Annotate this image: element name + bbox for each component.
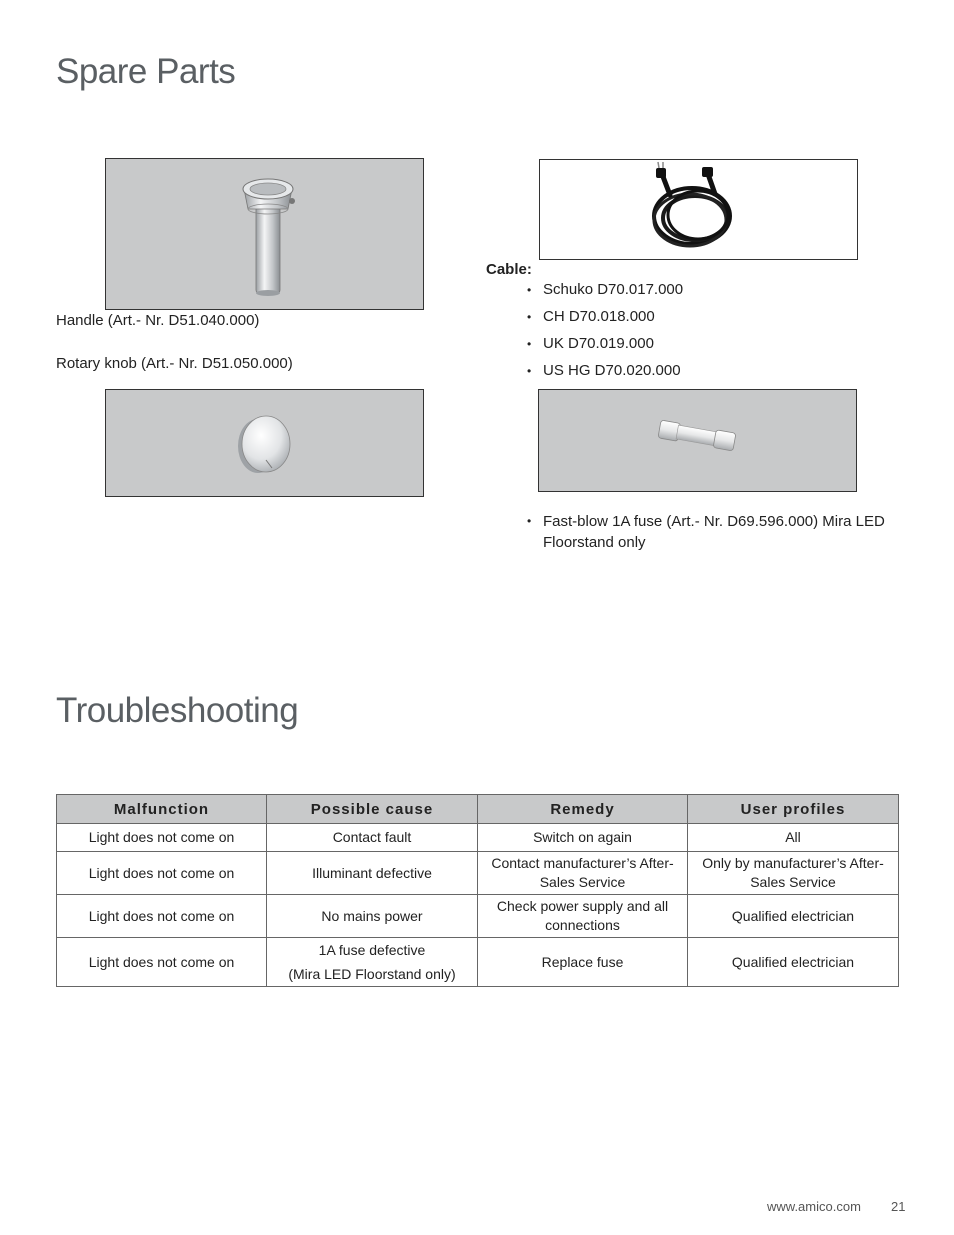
- troubleshooting-title: Troubleshooting: [56, 691, 299, 730]
- fuse-list: [527, 511, 885, 553]
- fuse-icon: [539, 390, 856, 491]
- col-header-possible-cause: Possible cause: [267, 795, 478, 824]
- fuse-item-line2: Floorstand only: [543, 534, 646, 551]
- fuse-item-line1: Fast-blow 1A fuse (Art.- Nr. D69.596.000) Mira LED: [543, 513, 885, 530]
- table-cell: Light does not come on: [57, 938, 267, 987]
- list-item: • US HG D70.020.000: [527, 361, 683, 388]
- cable-icon: [540, 160, 857, 259]
- table-cell: Light does not come on: [57, 895, 267, 938]
- table-cell: Contact manufacturer’s After-Sales Service: [478, 852, 688, 895]
- table-cell: Check power supply and all connections: [478, 895, 688, 938]
- table-cell: Replace fuse: [478, 938, 688, 987]
- handle-label: Handle (Art.- Nr. D51.040.000): [56, 312, 260, 329]
- table-cell: Qualified electrician: [688, 895, 899, 938]
- cause-text: 1A fuse defective: [318, 942, 426, 958]
- rotary-knob-label: Rotary knob (Art.- Nr. D51.050.000): [56, 355, 293, 372]
- footer-website: www.amico.com: [767, 1199, 861, 1214]
- knob-icon: [106, 390, 423, 496]
- table-cell: Contact fault: [267, 824, 478, 852]
- spare-parts-title: Spare Parts: [56, 52, 236, 91]
- table-cell: [267, 938, 478, 987]
- cause-note: (Mira LED Floorstand only): [288, 966, 456, 982]
- table-cell: Light does not come on: [57, 824, 267, 852]
- troubleshooting-table: [56, 794, 899, 987]
- col-header-malfunction: Malfunction: [57, 795, 267, 824]
- cable-list: [527, 280, 683, 388]
- table-row: [57, 852, 899, 895]
- table-cell: Illuminant defective: [267, 852, 478, 895]
- table-row: [57, 938, 899, 987]
- table-cell: All: [688, 824, 899, 852]
- page-number: 21: [891, 1199, 906, 1214]
- table-row: [57, 895, 899, 938]
- fuse-image: [538, 389, 857, 492]
- list-item: • CH D70.018.000: [527, 307, 683, 334]
- handle-icon: [106, 159, 423, 309]
- rotary-knob-image: [105, 389, 424, 497]
- table-cell: Light does not come on: [57, 852, 267, 895]
- table-header-row: [57, 795, 899, 824]
- cable-heading: Cable:: [486, 261, 532, 278]
- handle-image: [105, 158, 424, 310]
- col-header-remedy: Remedy: [478, 795, 688, 824]
- col-header-user-profiles: User profiles: [688, 795, 899, 824]
- table-cell: Switch on again: [478, 824, 688, 852]
- table-cell: Only by manufacturer’s After-Sales Service: [688, 852, 899, 895]
- list-item: [527, 511, 885, 553]
- cable-image: [539, 159, 858, 260]
- list-item: • Schuko D70.017.000: [527, 280, 683, 307]
- list-item: • UK D70.019.000: [527, 334, 683, 361]
- table-cell: Qualified electrician: [688, 938, 899, 987]
- table-row: [57, 824, 899, 852]
- table-cell: No mains power: [267, 895, 478, 938]
